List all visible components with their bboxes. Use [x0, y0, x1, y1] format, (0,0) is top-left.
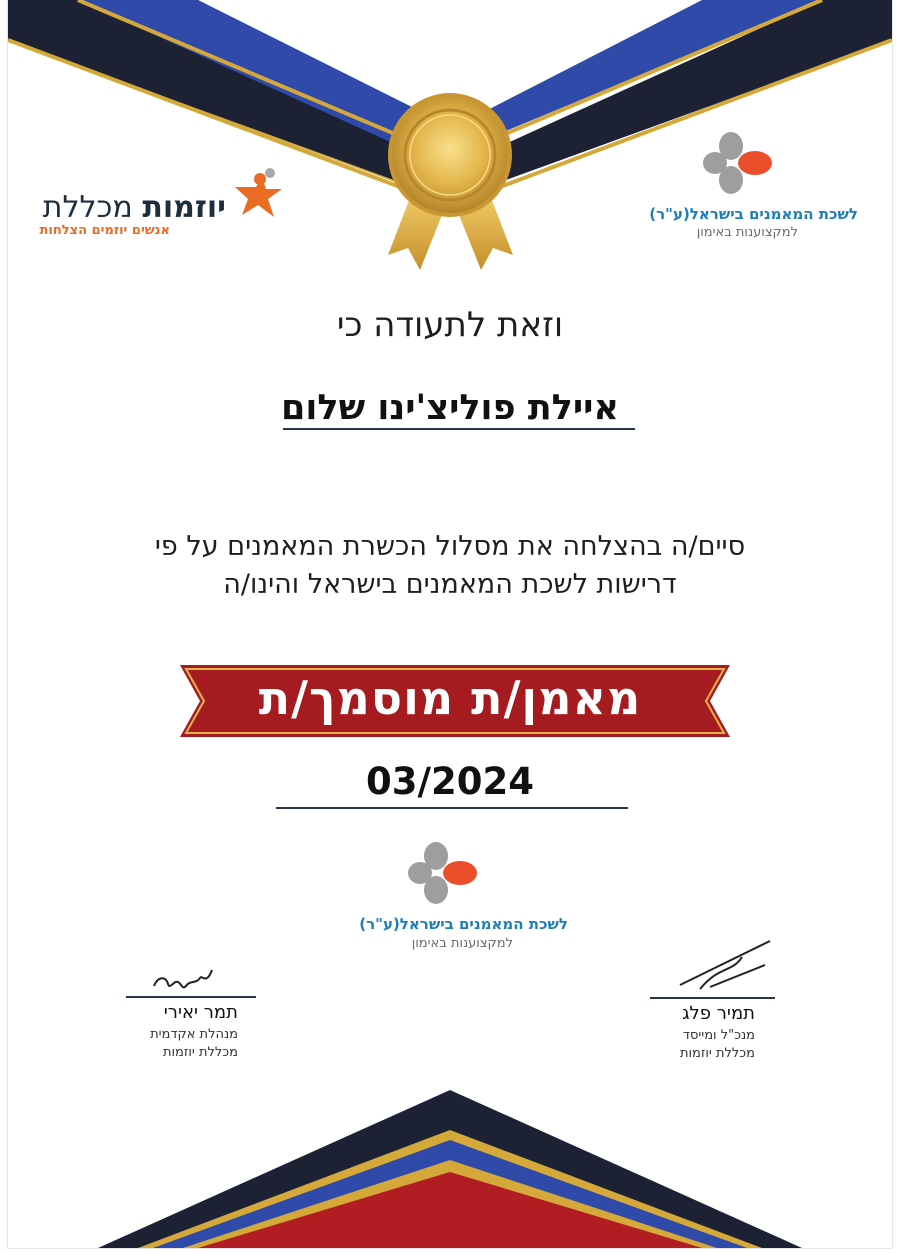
signature-left [126, 950, 256, 1070]
certificate-date: 03/2024 [366, 760, 534, 803]
body-line-2: דרישות לשכת המאמנים בישראל והינו/ה [223, 569, 677, 600]
certificate-page [8, 0, 892, 1248]
college-name: מכללת [42, 190, 133, 225]
signature-right [650, 935, 775, 1065]
bureau-title: לשכת המאמנים בישראל(ע"ר) [649, 205, 858, 223]
gold-medal-icon [388, 93, 512, 217]
bureau-logo-top [618, 130, 858, 245]
college-name-bold: יוזמות [142, 190, 226, 225]
recipient-name: איילת פוליצ'ינו שלום [281, 388, 619, 428]
bureau-logo-center [323, 840, 573, 960]
signer-role: מנכ"ל ומייסד [682, 1028, 755, 1043]
signer-organization: מכללת יוזמות [679, 1046, 755, 1061]
signature-mark [670, 935, 780, 995]
bottom-ribbon-decoration [8, 1080, 892, 1248]
signer-name: תמיר פלג [682, 1003, 755, 1024]
signer-organization: מכללת יוזמות [162, 1045, 238, 1060]
clover-icon [408, 840, 488, 910]
clover-icon [703, 130, 783, 200]
signature-line [650, 997, 775, 999]
signature-mark [146, 958, 226, 998]
certificate-intro: וזאת לתעודה כי [336, 305, 564, 345]
college-tagline: אנשים יוזמים הצלחות [39, 223, 170, 238]
bureau-subtitle: למקצוענות באימון [696, 225, 798, 240]
college-logo [38, 165, 288, 245]
body-line-1: סיים/ה בהצלחה את מסלול הכשרת המאמנים על פי [154, 531, 746, 562]
star-person-icon [230, 165, 284, 221]
certificate-title: מאמן/ת מוסמך/ת [258, 671, 642, 725]
date-underline [276, 807, 628, 809]
signer-name: תמר יאירי [163, 1002, 238, 1023]
signature-line [126, 996, 256, 998]
bureau-subtitle: למקצוענות באימון [411, 936, 513, 951]
recipient-underline [283, 428, 635, 430]
signer-role: מנהלת אקדמית [150, 1027, 238, 1042]
certificate-body [68, 528, 832, 604]
bureau-title: לשכת המאמנים בישראל(ע"ר) [359, 915, 568, 933]
